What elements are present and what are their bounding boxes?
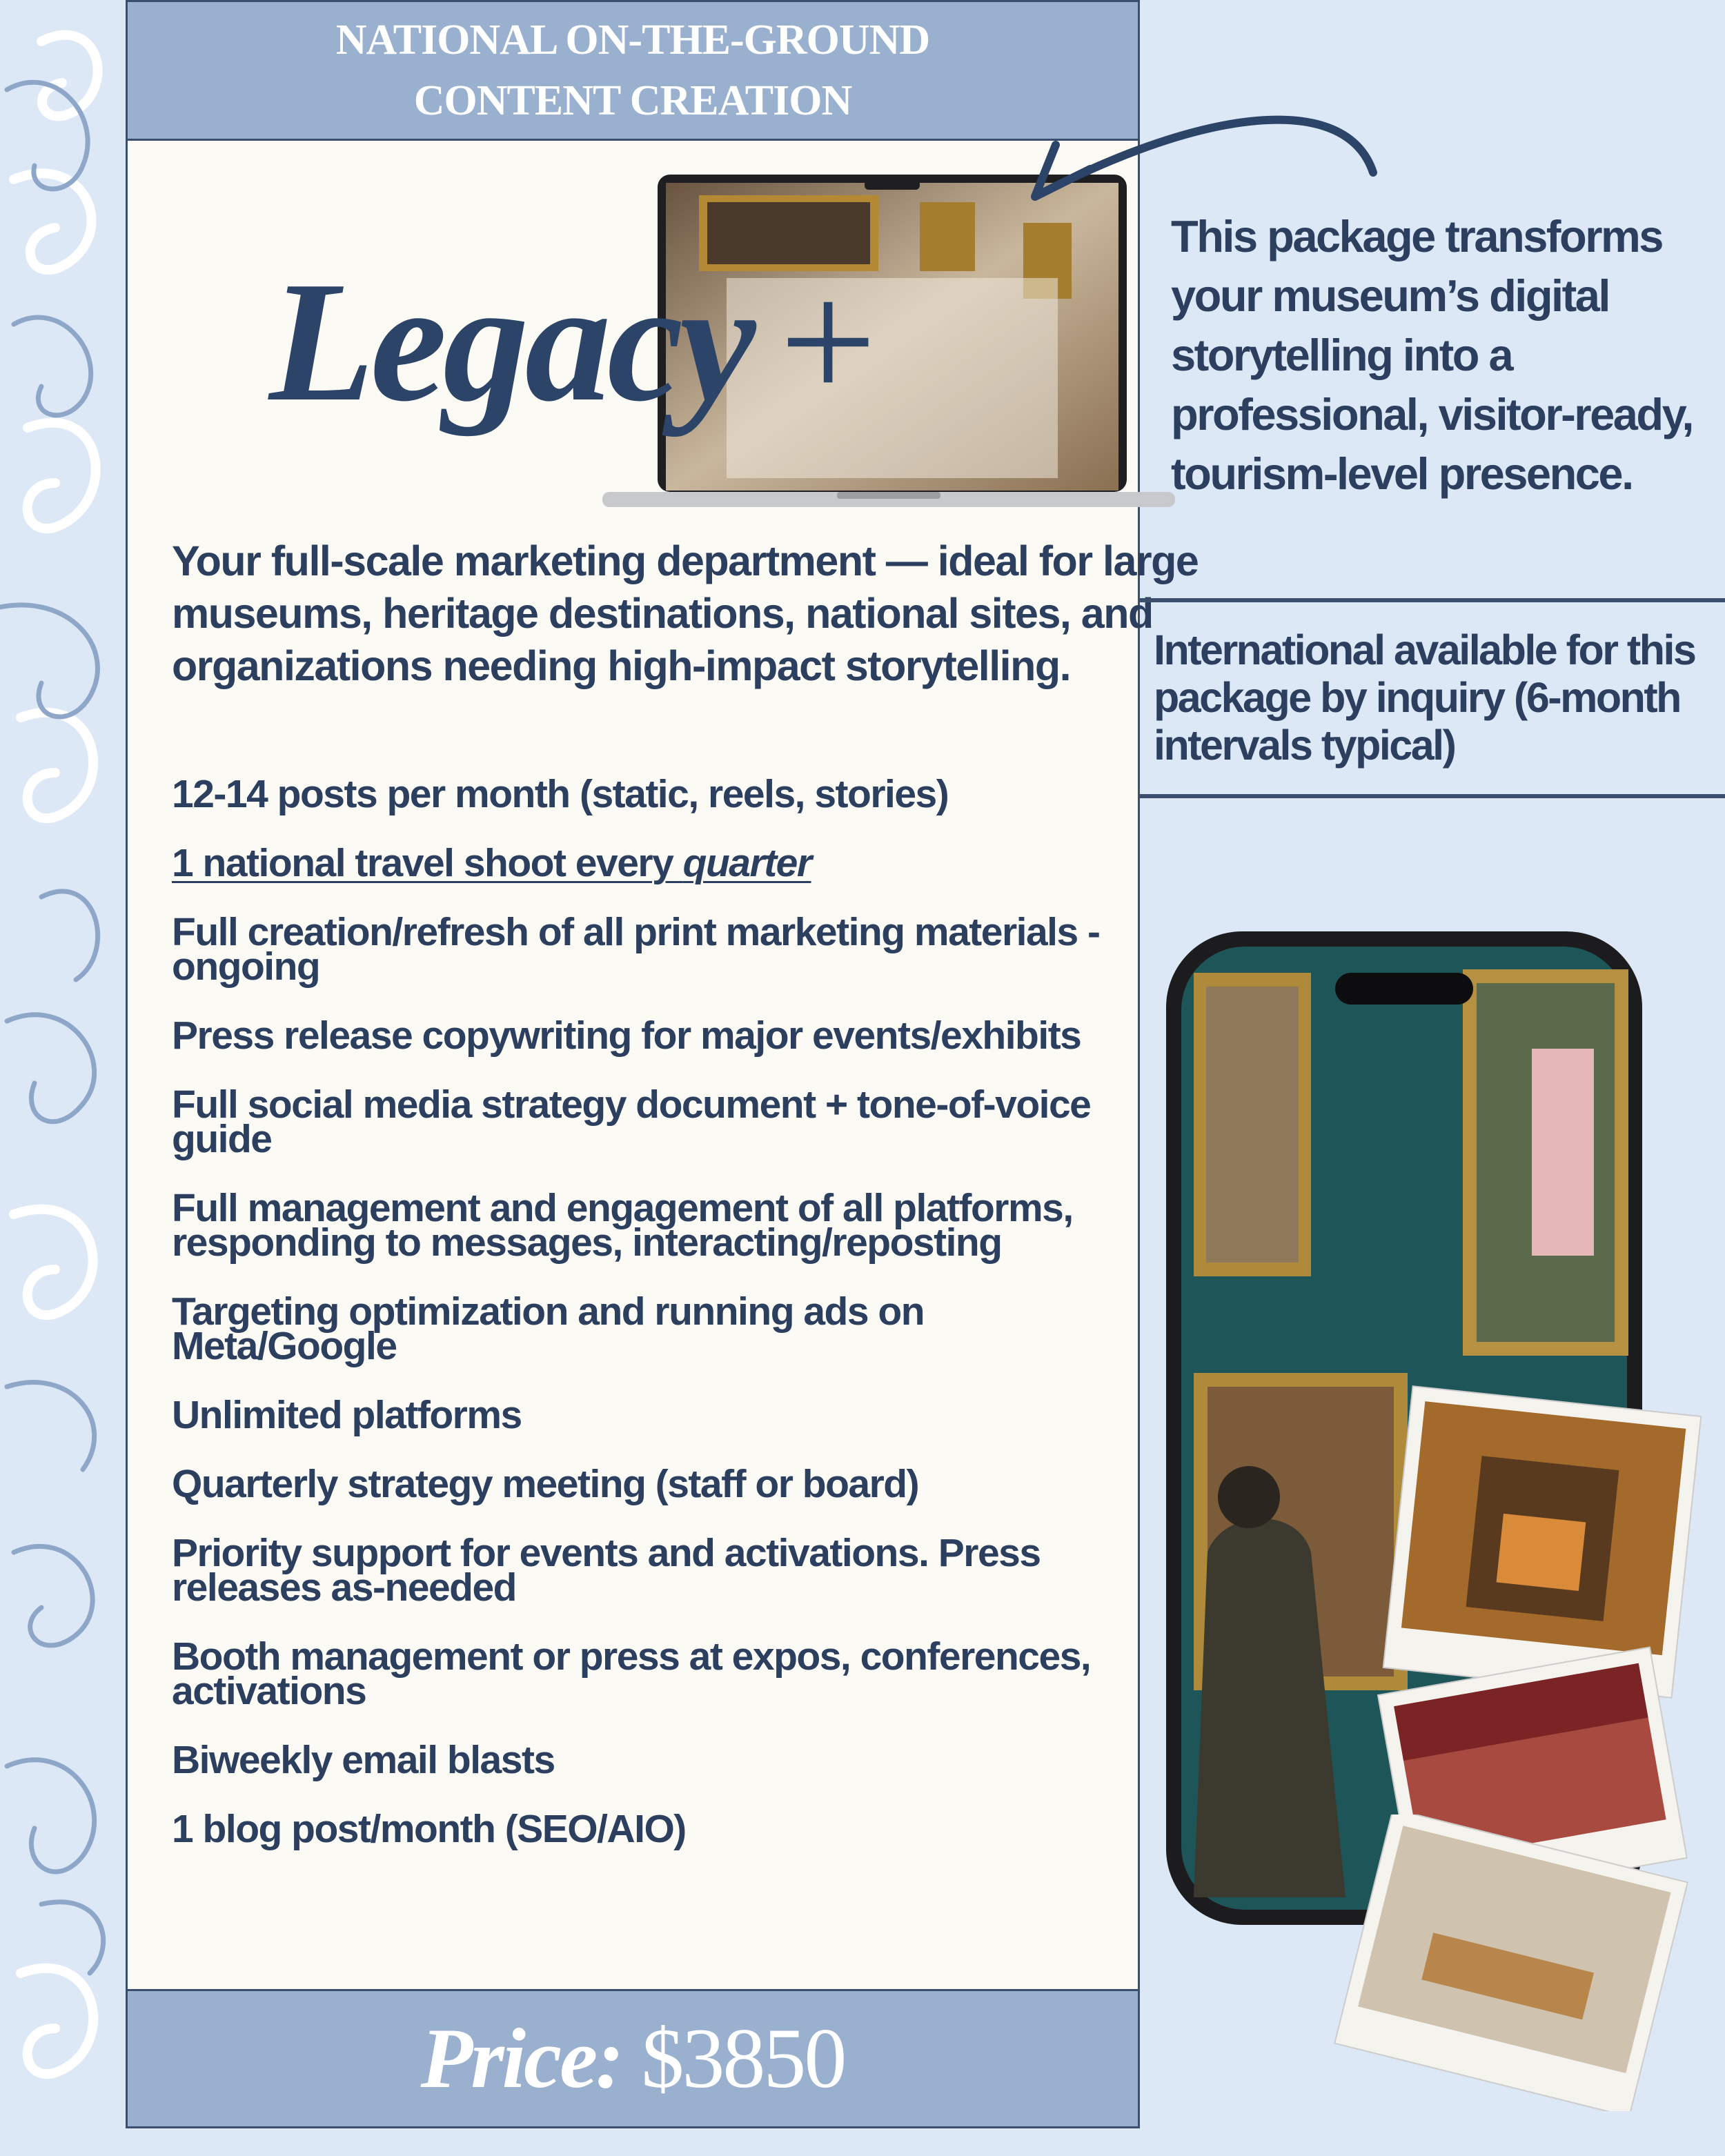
feature-item: Targeting optimization and running ads on Meta/Google — [172, 1289, 925, 1368]
feature-item-travel — [172, 841, 1124, 885]
feature-item: Full creation/refresh of all print marketing materials - ongoing — [172, 910, 1100, 989]
feature-item: Full management and engagement of all platforms, responding to messages, interacting/reposting — [172, 1186, 1073, 1265]
polaroid-photo — [1332, 1814, 1690, 2111]
feature-item: Quarterly strategy meeting (staff or board) — [172, 1462, 919, 1506]
side-description: This package transforms your museum’s digital storytelling into a professional, visitor-ready, tourism-level presence. — [1171, 211, 1693, 499]
price — [421, 2010, 845, 2108]
features-list — [172, 772, 1124, 1851]
feature-item: Biweekly email blasts — [172, 1738, 555, 1782]
feature-quarter-word: quarter — [682, 841, 811, 885]
intro-text: Your full-scale marketing department — ideal for large museums, heritage destinations, national sites, and organizations needing high-impact storytelling. — [172, 537, 1199, 689]
feature-item: Priority support for events and activations. Press releases as-needed — [172, 1531, 1041, 1610]
package-title — [269, 246, 877, 437]
package-card — [126, 0, 1199, 2128]
feature-item: Unlimited platforms — [172, 1393, 522, 1437]
title-plus: + — [779, 246, 877, 437]
international-note: International available for this package by inquiry (6-month intervals typical) — [1154, 626, 1695, 769]
feature-item: 12-14 posts per month (static, reels, stories) — [172, 772, 949, 816]
header-line-1: NATIONAL ON-THE-GROUND — [335, 17, 930, 63]
card-header — [128, 2, 1138, 141]
title-text: Legacy — [269, 246, 752, 437]
curved-arrow-icon — [1021, 103, 1408, 221]
floral-ornament — [0, 0, 131, 2156]
header-line-2: CONTENT CREATION — [413, 77, 852, 124]
international-box — [1140, 598, 1725, 798]
feature-item: 1 blog post/month (SEO/AIO) — [172, 1807, 686, 1851]
price-amount: $3850 — [641, 2011, 845, 2106]
feature-prefix: 1 national travel shoot every — [172, 841, 683, 885]
feature-item: Press release copywriting for major events/exhibits — [172, 1013, 1081, 1058]
price-footer — [128, 1989, 1138, 2126]
feature-item: Full social media strategy document + tone-of-voice guide — [172, 1082, 1091, 1161]
price-label: Price: — [420, 2011, 622, 2106]
feature-item: Booth management or press at expos, conferences, activations — [172, 1634, 1091, 1713]
